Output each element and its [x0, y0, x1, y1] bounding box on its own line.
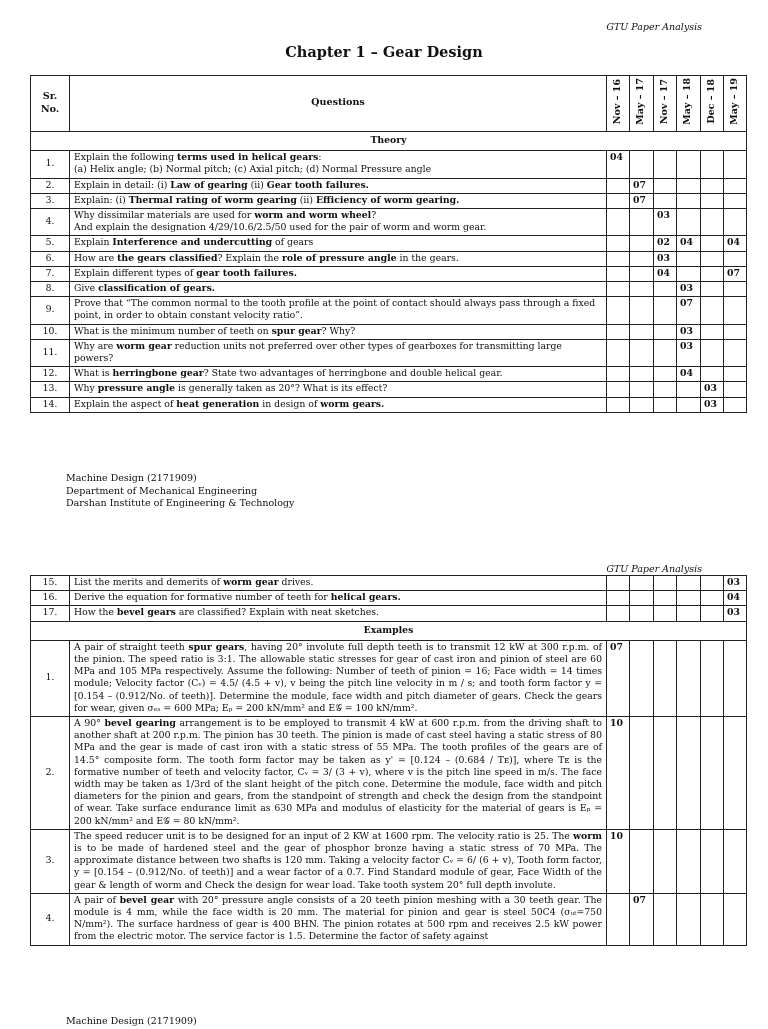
- marks-cell: 07: [630, 193, 654, 208]
- marks-cell: 07: [677, 297, 701, 324]
- marks-cell: 03: [701, 382, 724, 397]
- question-cell: [70, 339, 607, 366]
- marks-cell: [654, 893, 677, 945]
- marks-cell: [630, 339, 654, 366]
- header-tag: GTU Paper Analysis: [606, 22, 702, 33]
- table-row: [31, 397, 747, 412]
- question-text: A pair of straight teeth: [74, 641, 189, 653]
- question-text: How are: [74, 252, 118, 264]
- marks-cell: [607, 193, 630, 208]
- table-row: [31, 893, 747, 945]
- marks-cell: [701, 236, 724, 251]
- keyword: Thermal rating of worm gearing: [128, 194, 297, 206]
- marks-cell: [654, 151, 677, 178]
- table-row: [31, 591, 747, 606]
- row-number: 2.: [31, 178, 70, 193]
- col-exam: Nov – 16: [607, 76, 630, 132]
- marks-cell: [654, 339, 677, 366]
- keyword: spur gear: [271, 325, 322, 337]
- question-text: Explain: [74, 237, 113, 249]
- marks-cell: [677, 640, 701, 716]
- table-row: [31, 178, 747, 193]
- marks-cell: [724, 297, 747, 324]
- question-text: (ii): [296, 194, 316, 206]
- col-exam: May – 17: [630, 76, 654, 132]
- marks-cell: [654, 297, 677, 324]
- marks-cell: [630, 251, 654, 266]
- marks-cell: 03: [677, 339, 701, 366]
- keyword: Gear tooth failures.: [266, 179, 369, 191]
- marks-cell: [701, 193, 724, 208]
- col-exam: Nov – 17: [654, 76, 677, 132]
- question-text: A pair of: [74, 894, 120, 906]
- marks-cell: [724, 382, 747, 397]
- keyword: worm: [573, 830, 602, 842]
- marks-cell: [724, 893, 747, 945]
- marks-cell: [701, 251, 724, 266]
- footer-institute: Darshan Institute of Engineering & Technology: [66, 498, 295, 509]
- marks-cell: [630, 397, 654, 412]
- table-row: [31, 382, 747, 397]
- keyword: bevel gearing: [104, 718, 176, 730]
- marks-cell: [630, 576, 654, 591]
- table-row: [31, 251, 747, 266]
- table-row: [31, 606, 747, 621]
- table-row: [31, 209, 747, 236]
- col-exam: Dec – 18: [701, 76, 724, 132]
- keyword: Efficiency of worm gearing.: [315, 194, 460, 206]
- marks-cell: [677, 606, 701, 621]
- marks-cell: [724, 193, 747, 208]
- page-title: Chapter 1 – Gear Design: [285, 44, 483, 61]
- row-number: 4.: [31, 209, 70, 236]
- marks-cell: [630, 297, 654, 324]
- marks-cell: [701, 717, 724, 830]
- marks-cell: [630, 382, 654, 397]
- question-cell: [70, 251, 607, 266]
- footer: [66, 473, 294, 511]
- footer-course: Machine Design (2171909): [66, 473, 197, 484]
- keyword: Interference and undercutting: [112, 237, 273, 249]
- question-text: :: [318, 152, 322, 164]
- question-text: What is: [74, 368, 113, 380]
- marks-cell: [630, 266, 654, 281]
- question-cell: [70, 640, 607, 716]
- question-cell: [70, 591, 607, 606]
- question-text: ?: [371, 210, 377, 222]
- question-text: ? Explain the: [217, 252, 283, 264]
- question-text: ? State two advantages of herringbone and double helical gear.: [203, 368, 503, 380]
- question-cell: [70, 367, 607, 382]
- marks-cell: [677, 266, 701, 281]
- marks-cell: [724, 324, 747, 339]
- table-row: [31, 193, 747, 208]
- marks-cell: [607, 236, 630, 251]
- marks-cell: [701, 576, 724, 591]
- question-cell: [70, 151, 607, 178]
- question-text: Give: [74, 283, 99, 295]
- marks-cell: [677, 829, 701, 893]
- marks-cell: [677, 178, 701, 193]
- section-examples: Examples: [31, 621, 747, 640]
- marks-cell: [701, 606, 724, 621]
- marks-cell: 03: [654, 209, 677, 236]
- row-number: 8.: [31, 282, 70, 297]
- marks-cell: [677, 251, 701, 266]
- marks-cell: [607, 606, 630, 621]
- marks-cell: [724, 397, 747, 412]
- marks-cell: 03: [724, 606, 747, 621]
- question-cell: [70, 178, 607, 193]
- marks-cell: [607, 397, 630, 412]
- marks-cell: [654, 606, 677, 621]
- marks-cell: [630, 717, 654, 830]
- marks-cell: [701, 339, 724, 366]
- marks-cell: [677, 591, 701, 606]
- row-number: 14.: [31, 397, 70, 412]
- question-text: And explain the designation 4/29/10.6/2.5/50 used for the pair of worm and worm gear.: [74, 222, 487, 234]
- row-number: 7.: [31, 266, 70, 281]
- row-number: 6.: [31, 251, 70, 266]
- question-cell: [70, 324, 607, 339]
- marks-cell: [724, 209, 747, 236]
- keyword: spur gears: [188, 641, 245, 653]
- keyword: Law of gearing: [170, 179, 248, 191]
- marks-cell: [654, 717, 677, 830]
- question-text: arrangement is to be employed to transmit 4 kW at 600 r.p.m. from the driving shaft to another shaft at 200 r.p.m. The pinion has 30 teeth. The pinion is made of cast steel having a static stress of 80 MPa and the gear is made of cast iron with a static stress of 55 MPa. The tooth profiles of the gears are of 14.5° composite form. The tooth form factor may be taken as y' = [0.124 – (0.684 / Tᴇ)], where Tᴇ is the formative number of teeth and velocity factor, Cᵥ = 3/ (3 + v), where v is the pitch line speed in m/s. The face width may be taken as 1/3rd of the slant height of the pitch cone. Determine the module, face width and pitch diameters for the pinion and gears, from the standpoint of strength and check the design from the standpoint of wear. Take surface endurance limit as 630 MPa and modulus of elasticity for the material of gears is Eₚ = 200 kN/mm² and E𝒢 = 80 kN/mm².: [74, 718, 602, 827]
- question-text: Explain the aspect of: [74, 398, 177, 410]
- table-row: [31, 297, 747, 324]
- marks-cell: [724, 151, 747, 178]
- row-number: 11.: [31, 339, 70, 366]
- keyword: worm gear: [223, 577, 279, 588]
- marks-cell: [607, 893, 630, 945]
- marks-cell: 03: [654, 251, 677, 266]
- marks-cell: [701, 151, 724, 178]
- marks-cell: [701, 178, 724, 193]
- question-text: , having 20° involute full depth teeth is to transmit 12 kW at 300 r.p.m. of the pinion. The speed ratio is 3:1. The allowable static stresses for gear of cast iron and pinion of steel are 60 MPa and 105 MPa respectively. Assume the following: Number of teeth of pinion = 16; Face width = 14 times module; Velocity factor (Cᵥ) = 4.5/ (4.5 + v), v being the pitch line velocity in m / s; and tooth form factor y = [0.154 – (0.912/No. of teeth)]. Determine the module, face width and pitch diameter of gears. Check the gears for wear, given σₑₛ = 600 MPa; Eₚ = 200 kN/mm² and E𝒢 = 100 kN/mm².: [74, 641, 603, 714]
- keyword: classification of gears.: [98, 283, 216, 295]
- row-number: 10.: [31, 324, 70, 339]
- marks-cell: [630, 282, 654, 297]
- row-number: 12.: [31, 367, 70, 382]
- question-text: The speed reducer unit is to be designed for an input of 2 KW at 1600 rpm. The velocity ratio is 25. The: [74, 830, 574, 842]
- row-number: 17.: [31, 606, 70, 621]
- theory-table: [30, 75, 747, 413]
- marks-cell: [701, 324, 724, 339]
- marks-cell: [724, 367, 747, 382]
- question-cell: [70, 397, 607, 412]
- marks-cell: 04: [677, 367, 701, 382]
- marks-cell: [630, 367, 654, 382]
- keyword: herringbone gear: [112, 368, 204, 380]
- marks-cell: [701, 297, 724, 324]
- marks-cell: [677, 717, 701, 830]
- marks-cell: [701, 209, 724, 236]
- keyword: bevel gears: [116, 607, 176, 619]
- question-text: Derive the equation for formative number of teeth for: [74, 592, 331, 604]
- question-cell: [70, 282, 607, 297]
- question-text: in design of: [259, 398, 321, 410]
- question-cell: [70, 297, 607, 324]
- examples-table: [30, 575, 747, 946]
- question-text: with 20° pressure angle consists of a 20 teeth pinion meshing with a 30 teeth gear. The module is 4 mm, while the face width is 20 mm. The material for pinion and gear is steel 50C4 (σᵤₜ=750 N/mm²). The surface hardness of gear is 400 BHN. The pinion rotates at 500 rpm and receives 2.5 kW power from the electric motor. The service factor is 1.5. Determine the factor of safety against: [74, 894, 602, 943]
- keyword: heat generation: [176, 398, 260, 410]
- question-text: Why are: [74, 340, 117, 352]
- question-text: (a) Helix angle; (b) Normal pitch; (c) Axial pitch; (d) Normal Pressure angle: [74, 164, 432, 176]
- marks-cell: [607, 382, 630, 397]
- marks-cell: [630, 324, 654, 339]
- marks-cell: [677, 576, 701, 591]
- marks-cell: 04: [654, 266, 677, 281]
- marks-cell: [701, 893, 724, 945]
- marks-cell: 03: [724, 576, 747, 591]
- question-cell: [70, 576, 607, 591]
- marks-cell: [654, 591, 677, 606]
- row-number: 5.: [31, 236, 70, 251]
- marks-cell: 07: [607, 640, 630, 716]
- marks-cell: [654, 324, 677, 339]
- keyword: bevel gear: [119, 894, 175, 906]
- table-row: [31, 640, 747, 716]
- marks-cell: 10: [607, 717, 630, 830]
- header-tag: GTU Paper Analysis: [606, 564, 702, 575]
- marks-cell: [630, 591, 654, 606]
- marks-cell: [701, 640, 724, 716]
- question-text: Explain in detail: (i): [74, 179, 171, 191]
- marks-cell: [630, 606, 654, 621]
- question-text: is to be made of hardened steel and the gear of phosphor bronze having a static stress of 70 MPa. The approximate distance between two shafts is 120 mm. Taking a velocity factor Cᵥ = 6/ (6 + v), Tooth form factor, y = [0.154 – (0.912/No. of teeth)] and a wear factor of a 0.7. Find Standard module of gear, Face Width of the gear & length of worm and Check the design for wear load. Take tooth system 20° full depth involute.: [74, 843, 602, 891]
- marks-cell: [607, 282, 630, 297]
- keyword: gear tooth failures.: [196, 267, 297, 279]
- marks-cell: [607, 266, 630, 281]
- col-srno: Sr. No.: [31, 76, 70, 132]
- section-theory: Theory: [31, 132, 747, 151]
- col-exam: May – 19: [724, 76, 747, 132]
- marks-cell: [724, 178, 747, 193]
- question-text: Explain different types of: [74, 267, 197, 279]
- marks-cell: [630, 236, 654, 251]
- marks-cell: [630, 209, 654, 236]
- marks-cell: [677, 397, 701, 412]
- footer-course-2: Machine Design (2171909): [66, 1016, 197, 1027]
- keyword: terms used in helical gears: [177, 152, 319, 164]
- question-text: (ii): [247, 179, 267, 191]
- marks-cell: [654, 640, 677, 716]
- marks-cell: [654, 382, 677, 397]
- question-text: is generally taken as 20°? What is its effect?: [175, 383, 388, 395]
- marks-cell: [724, 339, 747, 366]
- question-text: of gears: [272, 237, 314, 249]
- row-number: 1.: [31, 640, 70, 716]
- marks-cell: 04: [677, 236, 701, 251]
- marks-cell: [701, 266, 724, 281]
- question-text: Explain the following: [74, 152, 178, 164]
- marks-cell: [701, 282, 724, 297]
- marks-cell: 07: [724, 266, 747, 281]
- marks-cell: 04: [724, 236, 747, 251]
- row-number: 15.: [31, 576, 70, 591]
- question-cell: [70, 893, 607, 945]
- question-text: List the merits and demerits of: [74, 577, 224, 588]
- marks-cell: [724, 717, 747, 830]
- marks-cell: [607, 209, 630, 236]
- marks-cell: [724, 251, 747, 266]
- keyword: the gears classified: [117, 252, 218, 264]
- marks-cell: [607, 178, 630, 193]
- question-text: What is the minimum number of teeth on: [74, 325, 272, 337]
- marks-cell: [724, 640, 747, 716]
- question-text: Explain: (i): [74, 194, 129, 206]
- marks-cell: [607, 324, 630, 339]
- table-row: [31, 151, 747, 178]
- keyword: pressure angle: [97, 383, 176, 395]
- marks-cell: [677, 193, 701, 208]
- marks-cell: [724, 282, 747, 297]
- marks-cell: [654, 282, 677, 297]
- marks-cell: 04: [724, 591, 747, 606]
- question-text: ? Why?: [321, 325, 356, 337]
- footer-dept: Department of Mechanical Engineering: [66, 485, 258, 497]
- table-row: [31, 282, 747, 297]
- table-row: [31, 266, 747, 281]
- marks-cell: [701, 591, 724, 606]
- row-number: 3.: [31, 829, 70, 893]
- marks-cell: [607, 339, 630, 366]
- marks-cell: [630, 640, 654, 716]
- table-row: [31, 829, 747, 893]
- marks-cell: 07: [630, 893, 654, 945]
- question-text: reduction units not preferred over other types of gearboxes for transmitting large powers?: [74, 340, 562, 365]
- keyword: helical gears.: [330, 592, 401, 604]
- keyword: worm and worm wheel: [254, 210, 372, 222]
- keyword: worm gear: [116, 340, 172, 352]
- marks-cell: [677, 151, 701, 178]
- question-text: drives.: [278, 577, 314, 588]
- marks-cell: [630, 829, 654, 893]
- table-row: [31, 367, 747, 382]
- row-number: 9.: [31, 297, 70, 324]
- marks-cell: 03: [677, 324, 701, 339]
- question-text: Why: [74, 383, 98, 395]
- question-cell: [70, 717, 607, 830]
- question-text: How the: [74, 607, 117, 619]
- marks-cell: 10: [607, 829, 630, 893]
- col-questions: Questions: [70, 76, 607, 132]
- row-number: 16.: [31, 591, 70, 606]
- marks-cell: [607, 576, 630, 591]
- question-text: in the gears.: [396, 252, 459, 264]
- marks-cell: [654, 367, 677, 382]
- question-cell: [70, 606, 607, 621]
- table-row: [31, 339, 747, 366]
- question-cell: [70, 266, 607, 281]
- question-text: A 90°: [74, 718, 105, 730]
- marks-cell: [677, 209, 701, 236]
- marks-cell: [677, 893, 701, 945]
- col-exam: May – 18: [677, 76, 701, 132]
- marks-cell: [724, 829, 747, 893]
- table-row: [31, 576, 747, 591]
- marks-cell: [654, 829, 677, 893]
- question-text: Why dissimilar materials are used for: [74, 210, 255, 222]
- keyword: role of pressure angle: [282, 252, 397, 264]
- row-number: 1.: [31, 151, 70, 178]
- marks-cell: [654, 193, 677, 208]
- question-text: are classified? Explain with neat sketches.: [175, 607, 379, 619]
- marks-cell: [654, 397, 677, 412]
- question-cell: [70, 193, 607, 208]
- table-row: [31, 236, 747, 251]
- marks-cell: 04: [607, 151, 630, 178]
- question-cell: [70, 209, 607, 236]
- row-number: 3.: [31, 193, 70, 208]
- question-text: Prove that “The common normal to the tooth profile at the point of contact should always pass through a fixed point, in order to obtain constant velocity ratio”.: [74, 298, 596, 322]
- marks-cell: 03: [701, 397, 724, 412]
- keyword: worm gears.: [320, 398, 385, 410]
- marks-cell: [701, 829, 724, 893]
- marks-cell: [607, 251, 630, 266]
- marks-cell: 03: [677, 282, 701, 297]
- table-row: [31, 324, 747, 339]
- row-number: 4.: [31, 893, 70, 945]
- marks-cell: [701, 367, 724, 382]
- marks-cell: [654, 178, 677, 193]
- marks-cell: [607, 367, 630, 382]
- question-cell: [70, 382, 607, 397]
- question-cell: [70, 236, 607, 251]
- marks-cell: 07: [630, 178, 654, 193]
- marks-cell: [607, 591, 630, 606]
- table-row: [31, 717, 747, 830]
- marks-cell: [630, 151, 654, 178]
- marks-cell: [677, 382, 701, 397]
- row-number: 13.: [31, 382, 70, 397]
- row-number: 2.: [31, 717, 70, 830]
- marks-cell: 02: [654, 236, 677, 251]
- question-cell: [70, 829, 607, 893]
- marks-cell: [654, 576, 677, 591]
- marks-cell: [607, 297, 630, 324]
